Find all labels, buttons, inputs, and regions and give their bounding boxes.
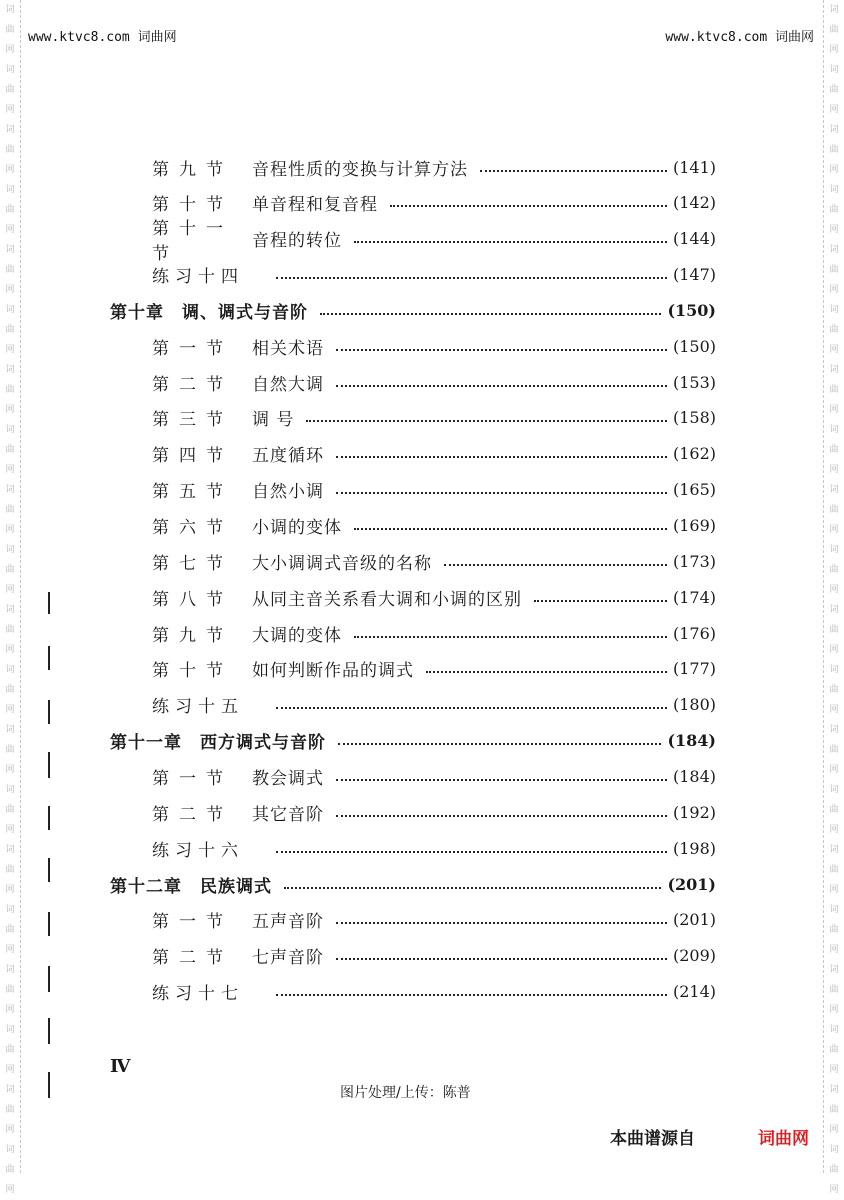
margin-mark	[48, 806, 50, 830]
toc-dot-leader	[336, 814, 667, 817]
toc-dot-leader	[390, 204, 667, 207]
toc-entry-title: 如何判断作品的调式	[252, 661, 414, 682]
source-label: 本曲谱源自	[610, 1129, 695, 1149]
toc-page-number: (153)	[672, 372, 716, 392]
toc-entry-number: 第四节	[152, 446, 233, 467]
toc-entry-number: 第八节	[152, 589, 233, 610]
toc-dot-leader	[444, 563, 667, 566]
page-number-roman: Ⅳ	[110, 1056, 131, 1077]
toc-page-number: (162)	[672, 444, 716, 464]
toc-entry-number: 练习十五	[152, 697, 244, 718]
toc-dot-leader	[336, 491, 667, 494]
toc-section-row[interactable]	[152, 761, 716, 791]
toc-dot-leader	[276, 276, 667, 279]
toc-page-number: (165)	[672, 480, 716, 500]
toc-dot-leader	[354, 635, 667, 638]
toc-entry-number: 第六节	[152, 518, 233, 538]
toc-chapter-row[interactable]	[110, 295, 716, 325]
toc-entry-title: 七声音阶	[252, 948, 324, 969]
toc-entry-title: 大调的变体	[252, 625, 342, 646]
toc-chapter-row[interactable]	[110, 869, 716, 899]
toc-entry-title: 音程性质的变换与计算方法	[252, 159, 468, 180]
toc-dot-leader	[276, 706, 667, 709]
margin-mark	[48, 752, 50, 778]
toc-entry-number: 第三节	[152, 410, 233, 431]
header-site-link-left[interactable]: www.ktvc8.com 词曲网	[28, 30, 177, 45]
toc-page-number: (173)	[672, 551, 716, 571]
toc-section-row[interactable]	[152, 218, 716, 264]
margin-mark	[48, 1072, 50, 1098]
toc-entry-title: 大小调调式音级的名称	[252, 553, 432, 574]
toc-section-row[interactable]	[152, 654, 716, 684]
toc-entry-title: 从同主音关系看大调和小调的区别	[252, 589, 522, 610]
toc-dot-leader	[276, 850, 667, 853]
toc-dot-leader	[336, 384, 667, 387]
image-credit: 图片处理/上传：陈普	[340, 1085, 471, 1101]
toc-dot-leader	[336, 455, 667, 458]
toc-page-number: (150)	[672, 336, 716, 356]
toc-section-row[interactable]	[152, 152, 716, 182]
toc-section-row[interactable]	[152, 546, 716, 576]
toc-section-row[interactable]	[152, 367, 716, 397]
toc-entry-title: 其它音阶	[252, 804, 324, 825]
margin-mark	[48, 858, 50, 882]
toc-section-row[interactable]	[152, 331, 716, 361]
toc-page-number: (180)	[672, 695, 716, 715]
toc-dot-leader	[338, 742, 661, 745]
toc-dot-leader	[354, 527, 667, 530]
toc-section-row[interactable]	[152, 941, 716, 971]
toc-section-row[interactable]	[152, 439, 716, 469]
toc-dot-leader	[354, 240, 667, 243]
right-watermark-strip: 词 曲 网 词 曲 网 词 曲 网 词 曲 网 词 曲 网 词 曲 网 词 曲 网 词 曲 网 词 曲 网 词 曲 网 词 曲 网 词 曲 网 词 曲 网 词 曲 网 词 曲 网 词 曲 网 词 曲 网 词 曲 网 词 曲 网 词 曲 网	[823, 0, 844, 1173]
toc-exercise-row[interactable]	[152, 833, 716, 863]
margin-mark	[48, 646, 50, 670]
toc-exercise-row[interactable]	[152, 977, 716, 1007]
toc-page-number: (214)	[672, 982, 716, 1002]
toc-entry-title: 自然小调	[252, 482, 324, 503]
toc-entry-title: 调、调式与音阶	[182, 302, 308, 323]
margin-mark	[48, 966, 50, 992]
toc-entry-title: 单音程和复音程	[252, 195, 378, 216]
toc-chapter-row[interactable]	[110, 726, 716, 756]
toc-page-number: (177)	[672, 659, 716, 679]
toc-dot-leader	[306, 419, 667, 422]
toc-page-number: (142)	[672, 193, 716, 213]
toc-entry-title: 相关术语	[252, 338, 324, 359]
toc-entry-title: 音程的转位	[252, 231, 342, 252]
toc-entry-number: 第十节	[152, 195, 233, 216]
toc-entry-title: 五声音阶	[252, 912, 324, 933]
toc-entry-number: 第一节	[152, 338, 233, 359]
toc-page-number: (184)	[672, 766, 716, 786]
toc-dot-leader	[336, 778, 667, 781]
toc-dot-leader	[426, 670, 667, 673]
margin-mark	[48, 592, 50, 614]
toc-entry-number: 第十二章	[110, 876, 182, 897]
toc-exercise-row[interactable]	[152, 690, 716, 720]
toc-entry-number: 第一节	[152, 912, 233, 933]
toc-dot-leader	[284, 886, 661, 889]
toc-page-number: (150)	[667, 300, 716, 320]
toc-section-row[interactable]	[152, 403, 716, 433]
toc-exercise-row[interactable]	[152, 260, 716, 290]
toc-page-number: (147)	[672, 265, 716, 285]
brand-name[interactable]: 词曲网	[758, 1129, 809, 1149]
toc-entry-number: 第十一章	[110, 733, 182, 754]
toc-entry-number: 第二节	[152, 948, 233, 969]
left-watermark-strip: 词 曲 网 词 曲 网 词 曲 网 词 曲 网 词 曲 网 词 曲 网 词 曲 网 词 曲 网 词 曲 网 词 曲 网 词 曲 网 词 曲 网 词 曲 网 词 曲 网 词 曲 网 词 曲 网 词 曲 网 词 曲 网 词 曲 网 词 曲 网	[0, 0, 21, 1173]
toc-entry-number: 第五节	[152, 482, 233, 503]
toc-dot-leader	[336, 957, 667, 960]
toc-dot-leader	[336, 348, 667, 351]
toc-section-row[interactable]	[152, 618, 716, 648]
toc-entry-title: 教会调式	[252, 768, 324, 789]
toc-entry-title: 西方调式与音阶	[200, 733, 326, 754]
toc-entry-number: 第一节	[152, 768, 233, 789]
toc-entry-title: 小调的变体	[252, 518, 342, 538]
toc-entry-number: 第二节	[152, 804, 233, 825]
toc-entry-title: 调 号	[252, 410, 295, 431]
toc-dot-leader	[480, 169, 667, 172]
toc-entry-number: 第九节	[152, 625, 233, 646]
toc-page-number: (158)	[672, 408, 716, 428]
toc-entry-title: 五度循环	[252, 446, 324, 467]
toc-page-number: (141)	[672, 157, 716, 177]
toc-section-row[interactable]	[152, 582, 716, 612]
toc-entry-number: 练习十七	[152, 984, 244, 1005]
toc-dot-leader	[336, 921, 667, 924]
toc-section-row[interactable]	[152, 797, 716, 827]
toc-page-number: (144)	[672, 229, 716, 249]
toc-section-row[interactable]	[152, 475, 716, 505]
toc-entry-number: 练习十六	[152, 840, 244, 861]
toc-page-number: (184)	[667, 731, 716, 751]
toc-entry-title: 民族调式	[200, 876, 272, 897]
toc-entry-number: 第十一节	[152, 218, 233, 264]
toc-entry-number: 第二节	[152, 374, 233, 395]
toc-page-number: (198)	[672, 838, 716, 858]
toc-entry-number: 第十章	[110, 302, 164, 323]
toc-entry-number: 第九节	[152, 159, 233, 180]
toc-dot-leader	[276, 993, 667, 996]
toc-entry-number: 练习十四	[152, 267, 244, 288]
toc-entry-number: 第十节	[152, 661, 233, 682]
toc-section-row[interactable]	[152, 511, 716, 541]
margin-mark	[48, 700, 50, 724]
toc-dot-leader	[320, 312, 661, 315]
margin-mark	[48, 912, 50, 936]
toc-entry-title: 自然大调	[252, 374, 324, 395]
header-site-link-right[interactable]: www.ktvc8.com 词曲网	[665, 30, 814, 45]
toc-page-number: (209)	[672, 946, 716, 966]
toc-page-number: (176)	[672, 623, 716, 643]
toc-section-row[interactable]	[152, 905, 716, 935]
toc-entry-number: 第七节	[152, 553, 233, 574]
toc-page-number: (201)	[667, 874, 716, 894]
toc-dot-leader	[534, 599, 667, 602]
toc-page-number: (169)	[672, 516, 716, 535]
toc-page-number: (192)	[672, 802, 716, 822]
margin-mark	[48, 1018, 50, 1044]
toc-page-number: (201)	[672, 910, 716, 930]
toc-page-number: (174)	[672, 587, 716, 607]
